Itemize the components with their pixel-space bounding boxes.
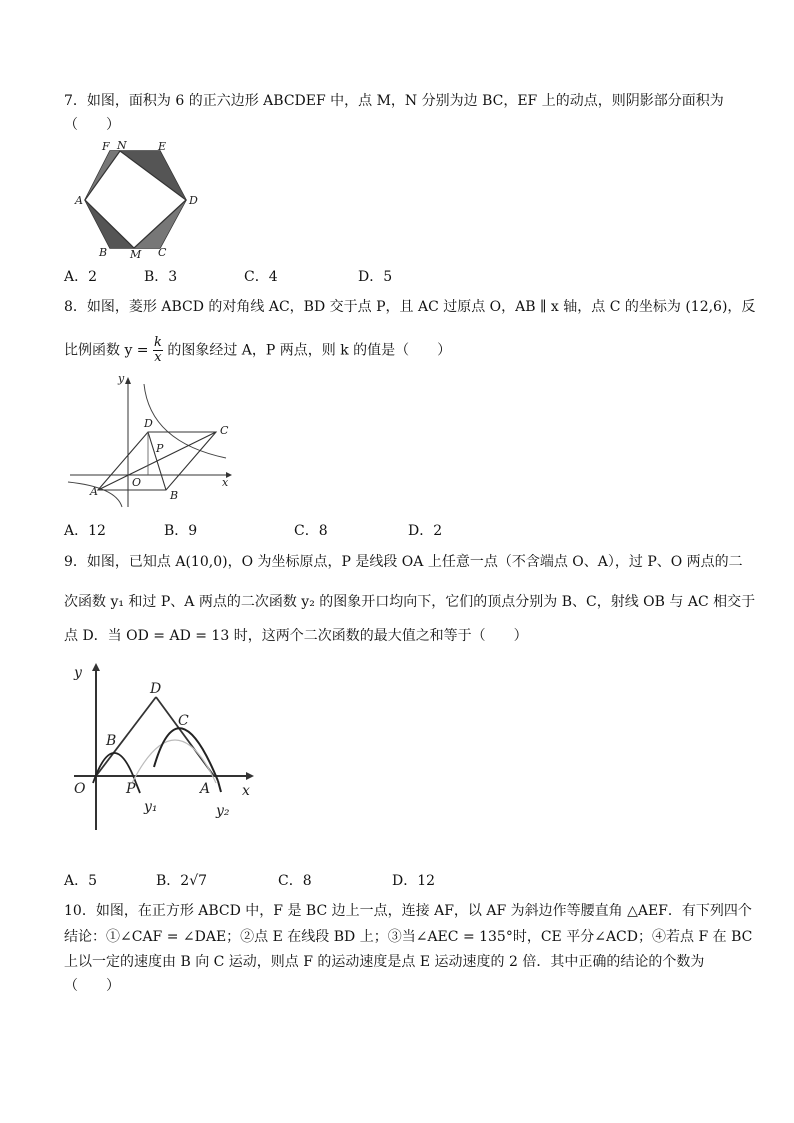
label-A: A <box>75 194 83 207</box>
q8-option-a[interactable]: A．12 <box>64 523 106 539</box>
q9-line3: 点 D．当 OD = AD = 13 时，这两个二次函数的最大值之和等于（ ） <box>64 628 528 644</box>
q7-line2: （ ） <box>64 117 120 133</box>
q8-line1: 8．如图，菱形 ABCD 的对角线 AC，BD 交于点 P，且 AC 过原点 O，AB ∥ x 轴，点 C 的坐标为 (12,6)，反 <box>64 299 756 315</box>
label-A: A <box>90 485 98 498</box>
q8-line2 <box>64 336 451 365</box>
fraction-k-over-x <box>153 336 163 365</box>
label-B: B <box>106 733 117 749</box>
label-y: y <box>118 372 125 385</box>
label-C: C <box>158 246 167 259</box>
label-O: O <box>74 781 86 797</box>
label-O: O <box>132 476 142 489</box>
q7-option-d[interactable]: D．5 <box>358 269 393 285</box>
label-D: D <box>189 194 198 207</box>
q8-option-c[interactable]: C．8 <box>294 523 328 539</box>
q9-option-b[interactable]: B．2√7 <box>156 873 208 889</box>
parabola-figure <box>66 655 266 855</box>
q8-line2-end: 的图象经过 A，P 两点，则 k 的值是（ ） <box>167 342 452 359</box>
q9-line1: 9．如图，已知点 A(10,0)，O 为坐标原点，P 是线段 OA 上任意一点（不含端点 O、A），过 P、O 两点的二 <box>64 554 743 570</box>
label-B: B <box>170 489 179 502</box>
q8-option-b[interactable]: B．9 <box>164 523 198 539</box>
q10-line3: 上以一定的速度由 B 向 C 运动，则点 F 的运动速度是点 E 运动速度的 2 倍．其中正确的结论的个数为 <box>64 954 705 970</box>
label-y1: y₁ <box>144 799 158 815</box>
fraction-numerator: k <box>154 335 162 350</box>
label-E: E <box>158 140 167 153</box>
q8-option-d[interactable]: D．2 <box>408 523 443 539</box>
label-y2: y₂ <box>216 803 230 819</box>
q7-option-c[interactable]: C．4 <box>244 269 278 285</box>
label-C: C <box>178 713 189 729</box>
q7-option-a[interactable]: A．2 <box>64 269 98 285</box>
label-B: B <box>99 246 108 259</box>
q8-line2-start: 比例函数 y = <box>64 342 149 359</box>
label-C: C <box>220 424 229 437</box>
label-x: x <box>242 783 250 799</box>
label-A: A <box>200 781 211 797</box>
fraction-denominator: x <box>154 350 162 365</box>
label-M: M <box>130 248 142 260</box>
rhombus-figure <box>66 372 246 512</box>
q9-option-c[interactable]: C．8 <box>278 873 312 889</box>
q9-option-a[interactable]: A．5 <box>64 873 98 889</box>
label-N: N <box>117 140 127 152</box>
q9-line2: 次函数 y₁ 和过 P、A 两点的二次函数 y₂ 的图象开口均向下，它们的顶点分别为 B、C，射线 OB 与 AC 相交于 <box>64 594 756 610</box>
label-y: y <box>74 665 82 681</box>
q10-line1: 10．如图，在正方形 ABCD 中，F 是 BC 边上一点，连接 AF，以 AF 为斜边作等腰直角 △AEF．有下列四个 <box>64 903 752 919</box>
hexagon-figure <box>72 140 212 260</box>
q7-line1: 7．如图，面积为 6 的正六边形 ABCDEF 中，点 M，N 分别为边 BC，EF 上的动点，则阴影部分面积为 <box>64 93 724 109</box>
label-P: P <box>156 442 164 455</box>
label-P: P <box>126 781 136 797</box>
label-F: F <box>102 140 110 153</box>
label-D: D <box>150 681 162 697</box>
q9-option-d[interactable]: D．12 <box>392 873 436 889</box>
q10-line2: 结论：①∠CAF = ∠DAE；②点 E 在线段 BD 上；③当∠AEC = 135°时，CE 平分∠ACD；④若点 F 在 BC <box>64 929 753 945</box>
label-x: x <box>222 476 229 489</box>
label-D: D <box>144 417 153 430</box>
q7-option-b[interactable]: B．3 <box>144 269 178 285</box>
q10-line4: （ ） <box>64 978 120 994</box>
